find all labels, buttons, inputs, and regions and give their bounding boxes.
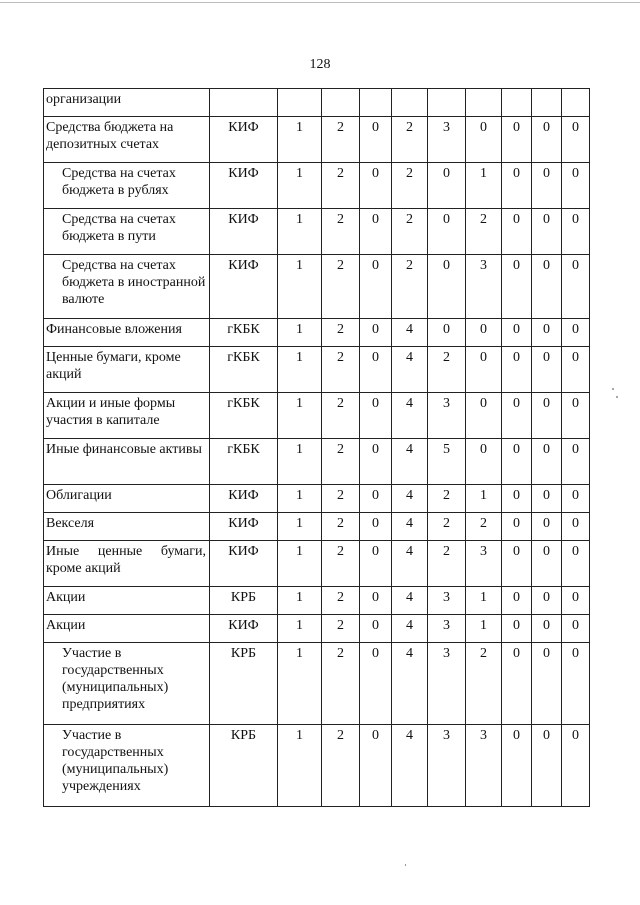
account-digit-cell: 3 bbox=[428, 117, 466, 163]
account-digit-cell: 0 bbox=[532, 615, 562, 643]
account-digit-cell: 0 bbox=[532, 485, 562, 513]
account-digit-cell: 4 bbox=[392, 513, 428, 541]
scan-speck bbox=[616, 396, 618, 398]
account-digit-cell: 3 bbox=[466, 255, 502, 319]
account-digit-cell: 0 bbox=[466, 117, 502, 163]
account-digit-cell: 0 bbox=[532, 725, 562, 807]
account-digit-cell: 0 bbox=[466, 393, 502, 439]
account-digit-cell: 0 bbox=[360, 319, 392, 347]
account-digit-cell: 0 bbox=[532, 541, 562, 587]
account-digit-cell: 0 bbox=[502, 513, 532, 541]
account-digit-cell: 1 bbox=[278, 255, 322, 319]
account-digit-cell: 2 bbox=[428, 541, 466, 587]
table-row bbox=[44, 643, 590, 725]
account-codes-table bbox=[43, 88, 590, 807]
table-row bbox=[44, 163, 590, 209]
account-digit-cell: 0 bbox=[502, 255, 532, 319]
account-name-cell: Акции bbox=[44, 615, 210, 643]
account-digit-cell: 1 bbox=[278, 541, 322, 587]
account-digit-cell: 0 bbox=[360, 541, 392, 587]
account-digit-cell: 0 bbox=[562, 393, 590, 439]
account-digit-cell: 3 bbox=[428, 643, 466, 725]
classifier-code-cell bbox=[210, 89, 278, 117]
account-digit-cell: 0 bbox=[428, 255, 466, 319]
table-row bbox=[44, 513, 590, 541]
account-name-cell: Акции и иные формы участия в капитале bbox=[44, 393, 210, 439]
account-digit-cell: 2 bbox=[322, 347, 360, 393]
account-digit-cell: 1 bbox=[278, 615, 322, 643]
account-digit-cell: 0 bbox=[532, 587, 562, 615]
account-digit-cell: 3 bbox=[466, 541, 502, 587]
account-digit-cell: 4 bbox=[392, 643, 428, 725]
table-row bbox=[44, 615, 590, 643]
account-digit-cell: 0 bbox=[502, 209, 532, 255]
account-digit-cell: 1 bbox=[278, 439, 322, 485]
account-name-cell: Участие в государственных (муниципальных) предприятиях bbox=[44, 643, 210, 725]
account-digit-cell: 2 bbox=[322, 255, 360, 319]
account-digit-cell bbox=[562, 89, 590, 117]
page-number: 128 bbox=[309, 57, 331, 72]
account-digit-cell: 2 bbox=[428, 347, 466, 393]
account-digit-cell: 0 bbox=[360, 587, 392, 615]
account-digit-cell: 0 bbox=[502, 439, 532, 485]
account-digit-cell: 0 bbox=[502, 347, 532, 393]
account-name-cell: Векселя bbox=[44, 513, 210, 541]
account-digit-cell: 0 bbox=[360, 209, 392, 255]
classifier-code-cell: КРБ bbox=[210, 643, 278, 725]
account-digit-cell: 0 bbox=[502, 393, 532, 439]
table-row bbox=[44, 209, 590, 255]
classifier-code-cell: КИФ bbox=[210, 117, 278, 163]
table-body bbox=[44, 89, 590, 807]
account-digit-cell: 0 bbox=[502, 319, 532, 347]
classifier-code-cell: КИФ bbox=[210, 513, 278, 541]
classifier-code-cell: гКБК bbox=[210, 439, 278, 485]
table-row bbox=[44, 89, 590, 117]
account-digit-cell: 0 bbox=[532, 255, 562, 319]
account-digit-cell: 4 bbox=[392, 439, 428, 485]
table-row bbox=[44, 485, 590, 513]
account-digit-cell: 4 bbox=[392, 393, 428, 439]
account-digit-cell: 0 bbox=[360, 615, 392, 643]
account-digit-cell: 0 bbox=[428, 319, 466, 347]
account-digit-cell: 0 bbox=[360, 485, 392, 513]
account-digit-cell: 2 bbox=[322, 725, 360, 807]
account-digit-cell: 0 bbox=[502, 117, 532, 163]
account-digit-cell: 4 bbox=[392, 541, 428, 587]
account-digit-cell: 2 bbox=[322, 643, 360, 725]
account-name-cell: Акции bbox=[44, 587, 210, 615]
table-row bbox=[44, 541, 590, 587]
classifier-code-cell: КРБ bbox=[210, 587, 278, 615]
account-digit-cell: 0 bbox=[532, 513, 562, 541]
account-digit-cell: 0 bbox=[360, 439, 392, 485]
account-digit-cell: 2 bbox=[322, 209, 360, 255]
account-digit-cell: 0 bbox=[466, 319, 502, 347]
account-digit-cell: 1 bbox=[466, 587, 502, 615]
scan-speck bbox=[405, 864, 406, 866]
account-digit-cell: 2 bbox=[322, 541, 360, 587]
account-digit-cell: 4 bbox=[392, 319, 428, 347]
table-row bbox=[44, 587, 590, 615]
account-digit-cell: 1 bbox=[278, 393, 322, 439]
account-digit-cell: 0 bbox=[360, 513, 392, 541]
account-digit-cell: 0 bbox=[562, 587, 590, 615]
account-digit-cell: 0 bbox=[562, 209, 590, 255]
account-digit-cell: 1 bbox=[278, 117, 322, 163]
account-digit-cell: 2 bbox=[322, 439, 360, 485]
account-digit-cell: 4 bbox=[392, 485, 428, 513]
account-digit-cell: 0 bbox=[532, 393, 562, 439]
account-digit-cell: 0 bbox=[562, 255, 590, 319]
account-name-cell: организации bbox=[44, 89, 210, 117]
account-digit-cell: 0 bbox=[360, 117, 392, 163]
account-digit-cell: 0 bbox=[502, 615, 532, 643]
classifier-code-cell: КИФ bbox=[210, 615, 278, 643]
account-digit-cell: 2 bbox=[322, 319, 360, 347]
account-digit-cell bbox=[466, 89, 502, 117]
account-digit-cell: 2 bbox=[392, 255, 428, 319]
account-name-cell: Средства на счетах бюджета в рублях bbox=[44, 163, 210, 209]
classifier-code-cell: КИФ bbox=[210, 255, 278, 319]
account-digit-cell: 3 bbox=[428, 725, 466, 807]
account-digit-cell: 3 bbox=[466, 725, 502, 807]
account-digit-cell: 2 bbox=[322, 117, 360, 163]
account-digit-cell: 0 bbox=[360, 643, 392, 725]
classifier-code-cell: гКБК bbox=[210, 393, 278, 439]
account-digit-cell: 0 bbox=[562, 117, 590, 163]
account-name-cell: Ценные бумаги, кроме акций bbox=[44, 347, 210, 393]
table-row bbox=[44, 319, 590, 347]
account-digit-cell: 2 bbox=[322, 615, 360, 643]
account-digit-cell: 0 bbox=[562, 485, 590, 513]
account-digit-cell: 0 bbox=[502, 485, 532, 513]
account-name-cell: Финансовые вложения bbox=[44, 319, 210, 347]
account-digit-cell: 2 bbox=[428, 513, 466, 541]
account-digit-cell: 0 bbox=[562, 541, 590, 587]
account-digit-cell: 0 bbox=[502, 163, 532, 209]
account-digit-cell: 0 bbox=[360, 255, 392, 319]
account-digit-cell: 2 bbox=[322, 393, 360, 439]
account-digit-cell bbox=[322, 89, 360, 117]
account-digit-cell: 0 bbox=[502, 541, 532, 587]
table-row bbox=[44, 439, 590, 485]
account-digit-cell: 0 bbox=[562, 163, 590, 209]
account-digit-cell bbox=[502, 89, 532, 117]
account-digit-cell: 0 bbox=[466, 347, 502, 393]
account-name-cell: Средства на счетах бюджета в пути bbox=[44, 209, 210, 255]
account-digit-cell: 1 bbox=[466, 485, 502, 513]
account-digit-cell: 1 bbox=[466, 615, 502, 643]
account-name-cell: Средства на счетах бюджета в иностранной валюте bbox=[44, 255, 210, 319]
classifier-code-cell: КИФ bbox=[210, 485, 278, 513]
table-row bbox=[44, 393, 590, 439]
scan-edge-line bbox=[0, 2, 640, 3]
account-digit-cell: 2 bbox=[466, 643, 502, 725]
account-digit-cell bbox=[360, 89, 392, 117]
account-digit-cell: 0 bbox=[532, 643, 562, 725]
account-digit-cell: 4 bbox=[392, 615, 428, 643]
account-digit-cell: 0 bbox=[502, 587, 532, 615]
classifier-code-cell: гКБК bbox=[210, 319, 278, 347]
account-digit-cell: 2 bbox=[428, 485, 466, 513]
account-digit-cell: 1 bbox=[466, 163, 502, 209]
account-digit-cell: 0 bbox=[502, 643, 532, 725]
account-digit-cell: 2 bbox=[322, 587, 360, 615]
account-digit-cell: 4 bbox=[392, 587, 428, 615]
table-row bbox=[44, 117, 590, 163]
account-digit-cell: 2 bbox=[392, 117, 428, 163]
account-digit-cell: 0 bbox=[562, 725, 590, 807]
account-digit-cell: 0 bbox=[562, 347, 590, 393]
account-digit-cell: 2 bbox=[322, 485, 360, 513]
account-digit-cell: 2 bbox=[322, 513, 360, 541]
account-digit-cell: 0 bbox=[562, 319, 590, 347]
account-digit-cell: 0 bbox=[562, 615, 590, 643]
account-digit-cell: 1 bbox=[278, 725, 322, 807]
account-digit-cell bbox=[392, 89, 428, 117]
account-digit-cell: 2 bbox=[322, 163, 360, 209]
account-digit-cell: 0 bbox=[532, 439, 562, 485]
account-digit-cell: 1 bbox=[278, 163, 322, 209]
account-name-cell: Средства бюджета на депозитных счетах bbox=[44, 117, 210, 163]
account-digit-cell: 0 bbox=[532, 209, 562, 255]
account-digit-cell: 0 bbox=[562, 643, 590, 725]
account-digit-cell: 5 bbox=[428, 439, 466, 485]
account-digit-cell: 1 bbox=[278, 643, 322, 725]
account-digit-cell: 1 bbox=[278, 319, 322, 347]
account-name-cell: Облигации bbox=[44, 485, 210, 513]
classifier-code-cell: КИФ bbox=[210, 541, 278, 587]
table-row bbox=[44, 255, 590, 319]
account-digit-cell: 4 bbox=[392, 347, 428, 393]
account-digit-cell bbox=[532, 89, 562, 117]
account-digit-cell: 0 bbox=[360, 725, 392, 807]
account-digit-cell: 4 bbox=[392, 725, 428, 807]
classifier-code-cell: КИФ bbox=[210, 209, 278, 255]
account-digit-cell: 2 bbox=[466, 513, 502, 541]
classifier-code-cell: гКБК bbox=[210, 347, 278, 393]
account-digit-cell: 0 bbox=[562, 439, 590, 485]
account-digit-cell: 0 bbox=[360, 347, 392, 393]
account-digit-cell: 2 bbox=[466, 209, 502, 255]
classifier-code-cell: КИФ bbox=[210, 163, 278, 209]
account-digit-cell: 0 bbox=[360, 163, 392, 209]
account-digit-cell: 0 bbox=[502, 725, 532, 807]
account-digit-cell: 1 bbox=[278, 587, 322, 615]
account-digit-cell: 1 bbox=[278, 347, 322, 393]
account-digit-cell: 0 bbox=[532, 347, 562, 393]
account-digit-cell: 0 bbox=[532, 319, 562, 347]
account-digit-cell bbox=[278, 89, 322, 117]
account-digit-cell: 0 bbox=[562, 513, 590, 541]
scan-speck bbox=[612, 388, 614, 390]
account-digit-cell bbox=[428, 89, 466, 117]
account-name-cell: Иные ценные бумаги, кроме акций bbox=[44, 541, 210, 587]
classifier-code-cell: КРБ bbox=[210, 725, 278, 807]
account-digit-cell: 0 bbox=[428, 209, 466, 255]
account-digit-cell: 3 bbox=[428, 393, 466, 439]
account-digit-cell: 0 bbox=[466, 439, 502, 485]
account-digit-cell: 0 bbox=[532, 163, 562, 209]
account-name-cell: Участие в государственных (муниципальных) учреждениях bbox=[44, 725, 210, 807]
account-digit-cell: 0 bbox=[360, 393, 392, 439]
account-digit-cell: 3 bbox=[428, 615, 466, 643]
table-row bbox=[44, 725, 590, 807]
table-row bbox=[44, 347, 590, 393]
account-digit-cell: 1 bbox=[278, 209, 322, 255]
account-name-cell: Иные финансовые активы bbox=[44, 439, 210, 485]
account-digit-cell: 1 bbox=[278, 485, 322, 513]
account-digit-cell: 3 bbox=[428, 587, 466, 615]
account-digit-cell: 2 bbox=[392, 163, 428, 209]
account-digit-cell: 2 bbox=[392, 209, 428, 255]
account-digit-cell: 0 bbox=[428, 163, 466, 209]
account-digit-cell: 0 bbox=[532, 117, 562, 163]
account-digit-cell: 1 bbox=[278, 513, 322, 541]
